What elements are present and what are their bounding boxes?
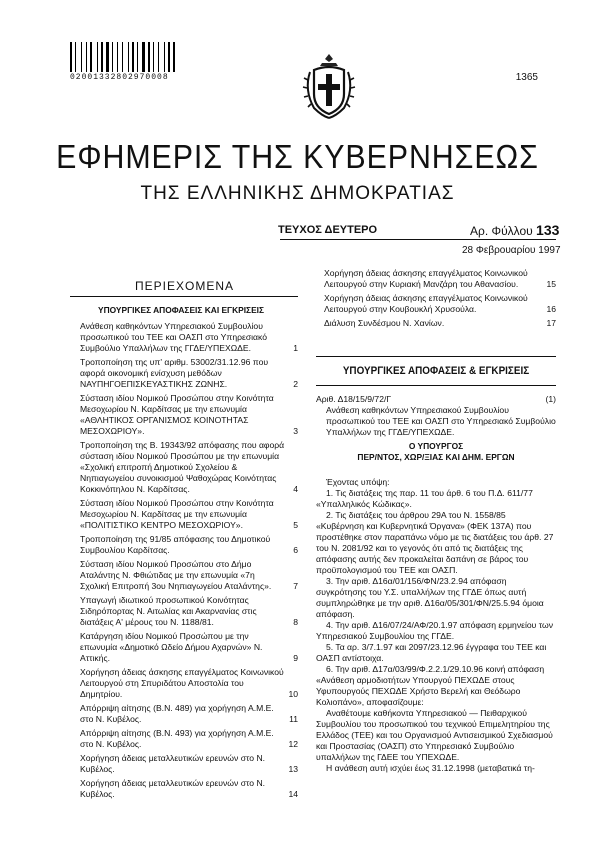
barcode-number: 02001332802970008 — [70, 73, 169, 82]
toc-item-page: 16 — [546, 304, 556, 314]
toc-item-page: 17 — [546, 318, 556, 328]
toc-item — [70, 631, 298, 664]
header-rule — [280, 239, 556, 240]
barcode-bar — [75, 42, 76, 72]
barcode-bar — [164, 42, 165, 72]
barcode-bar — [97, 42, 98, 72]
toc-list-continued — [316, 268, 556, 332]
barcode-bar — [155, 42, 157, 72]
barcode-bar — [168, 42, 170, 72]
decision-paragraph: 1. Τις διατάξεις της παρ. 11 του άρθ. 6 του Π.Δ. 611/77 «Υπαλληλικός Κώδικας». — [316, 488, 533, 509]
toc-item — [316, 293, 556, 315]
barcode-bar — [158, 42, 159, 72]
barcode-bar — [139, 42, 141, 72]
toc-item-page: 7 — [293, 581, 298, 591]
toc-item-page: 2 — [293, 379, 298, 389]
republic-subtitle: ΤΗΣ ΕΛΛΗΝΙΚΗΣ ΔΗΜΟΚΡΑΤΙΑΣ — [140, 183, 455, 204]
toc-item-text: Χορήγηση άδειας άσκησης επαγγέλματος Κοινωνικού Λειτουργού στην Κυριακή Μανζάρη του Αθανασίου. — [324, 268, 528, 289]
barcode-bar — [90, 42, 92, 72]
toc-item-text: Τροποποίηση της υπ' αριθμ. 53002/31.12.96 που αφορά οικονομική ενίσχυση μεθόδων ΝΑΥΠΗΓΟΕΠΙΣΚΕΥΑΣΤΙΚΗΣ ΖΩΝΗΣ. — [80, 357, 269, 389]
barcode-bar — [146, 42, 147, 72]
minister-block — [316, 441, 556, 463]
page-number: 1365 — [515, 72, 538, 83]
decision-subject: Ανάθεση καθηκόντων Υπηρεσιακού Συμβουλίου προσωπικού του ΤΕΕ και ΟΑΣΠ στο Υπηρεσιακό Συμβούλιο Υπαλλήλων της ΓΓΔΕ/ΥΠΕΧΩΔΕ. — [326, 405, 556, 437]
decision-paragraph: 5. Τα αρ. 3/7.1.97 και 2097/23.12.96 έγγραφα του ΤΕΕ και ΟΑΣΠ αντίστοιχα. — [316, 642, 547, 663]
barcode-bar — [122, 42, 123, 72]
toc-item — [316, 268, 556, 290]
barcode-bar — [148, 42, 150, 72]
decision-ref: Αριθ. Δ18/15/9/72/Γ — [316, 394, 392, 404]
toc-section-heading: ΥΠΟΥΡΓΙΚΕΣ ΑΠΟΦΑΣΕΙΣ ΚΑΙ ΕΓΚΡΙΣΕΙΣ — [98, 305, 265, 315]
barcode-bar — [166, 42, 167, 72]
toc-item-text: Σύσταση ιδίου Νομικού Προσώπου στην Κοινότητα Μεσοχωρίου Ν. Καρδίτσας με την επωνυμία «ΑΘΛΗΤΙΚΟΣ ΟΡΓΑΝΙΣΜΟΣ ΚΟΙΝΟΤΗΤΑΣ ΜΕΣΟΧΩΡΙΟΥ». — [80, 393, 274, 436]
toc-item-page: 11 — [289, 714, 298, 724]
coat-of-arms-icon — [300, 50, 358, 120]
toc-item-text: Χορήγηση άδειας μεταλλευτικών ερευνών στο Ν. Κυβέλος. — [80, 753, 266, 774]
sheet-number — [470, 222, 559, 238]
barcode-bar — [173, 42, 175, 72]
barcode-bar — [151, 42, 152, 72]
barcode-bar — [110, 42, 111, 72]
toc-item — [70, 559, 298, 592]
toc-item-text: Σύσταση ιδίου Νομικού Προσώπου στο Δήμο Αταλάντης Ν. Φθιώτιδας με την επωνυμία «7η Σχολική Επιτροπή 3ου Νηπιαγωγείου Αταλάντης». — [80, 559, 272, 591]
barcode-bar — [93, 42, 96, 72]
toc-item-page: 14 — [288, 789, 298, 799]
barcode-bar — [106, 42, 109, 72]
barcode — [70, 42, 188, 72]
decision-paragraph: 6. Την αριθ. Δ17α/03/99/Φ.2.2.1/29.10.96 κοινή απόφαση «Ανάθεση αρμοδιοτήτων Υπουργού ΠΕΧΩΔΕ στους Υφυπουργούς ΠΕΧΩΔΕ Χρήστο Βερελή και Θεόδωρο Κολιοπάνο», αποφασίζουμε: — [316, 664, 545, 707]
toc-item-text: Υπαγωγή ιδιωτικού προσωπικού Κοινότητας Σιδηρόπορτας Ν. Αιτωλίας και Ακαρνανίας στις διατάξεις Α' μέρους του Ν. 1188/81. — [80, 595, 257, 627]
minister-title: Ο ΥΠΟΥΡΓΟΣ — [408, 441, 464, 451]
toc-item-text: Χορήγηση άδειας άσκησης επαγγέλματος Κοινωνικού Λειτουργού στη Σπυριδάτου Αποστολία του Δημητρίου. — [80, 667, 284, 699]
ministry-name: ΠΕΡ/ΝΤΟΣ, ΧΩΡ/ΞΙΑΣ ΚΑΙ ΔΗΜ. ΕΡΓΩΝ — [357, 452, 515, 462]
issue-date: 28 Φεβρουαρίου 1997 — [462, 245, 561, 256]
barcode-bar — [153, 42, 154, 72]
barcode-bar — [73, 42, 74, 72]
toc-item — [70, 321, 298, 354]
decision-paragraph: 4. Την αριθ. Δ16/07/24/ΑΦ/20.1.97 απόφαση ερμηνείου των Υπηρεσιακού Συμβουλίου της ΓΓΔΕ. — [316, 620, 554, 641]
toc-item-page: 13 — [288, 764, 298, 774]
decision-paragraph: Η ανάθεση αυτή ισχύει έως 31.12.1998 (μεταβατικά τη- — [326, 763, 535, 773]
barcode-bar — [70, 42, 72, 72]
toc-item — [70, 595, 298, 628]
toc-list — [70, 321, 298, 803]
barcode-bar — [117, 42, 118, 72]
barcode-bar — [119, 42, 121, 72]
barcode-bar — [137, 42, 138, 72]
toc-item — [70, 728, 298, 750]
barcode-bar — [81, 42, 82, 72]
barcode-bar — [86, 42, 87, 72]
toc-item-page: 6 — [293, 545, 298, 555]
barcode-bar — [124, 42, 127, 72]
barcode-bar — [132, 42, 134, 72]
toc-item-page: 4 — [293, 484, 298, 494]
toc-item — [70, 534, 298, 556]
barcode-bar — [171, 42, 172, 72]
sheet-label: Αρ. Φύλλου — [470, 224, 533, 238]
toc-title: ΠΕΡΙΕΧΟΜΕΝΑ — [135, 279, 235, 293]
barcode-bar — [128, 42, 129, 72]
toc-item-page: 5 — [293, 520, 298, 530]
toc-item-text: Απόρριψη αίτησης (Β.Ν. 493) για χορήγηση Α.Μ.Ε. στο Ν. Κυβέλος. — [80, 728, 274, 749]
toc-item — [70, 703, 298, 725]
decision-ref-num: (1) — [545, 394, 556, 404]
section-rule-top — [316, 356, 556, 357]
barcode-bar — [77, 42, 80, 72]
barcode-bar — [101, 42, 103, 72]
decision-body — [316, 477, 556, 774]
toc-item-text: Σύσταση ιδίου Νομικού Προσώπου στην Κοινότητα Μεσοχωρίου Ν. Καρδίτσας με την επωνυμία «ΠΟΛΙΤΙΣΤΙΚΟ ΚΕΝΤΡΟ ΜΕΣΟΧΩΡΙΟΥ». — [80, 498, 274, 530]
decision-ref-block — [316, 394, 556, 438]
barcode-bar — [104, 42, 105, 72]
toc-item — [70, 667, 298, 700]
decision-paragraph: Αναθέτουμε καθήκοντα Υπηρεσιακού — Πειθαρχικού Συμβουλίου του προσωπικού του τεχνικού Επιμελητηρίου της Ελλάδος (ΤΕΕ) και του Οργανισμού Αντισεισμικού Σχεδιασμού και Προστασίας (ΟΑΣΠ) στο Υπηρεσιακό Συμβούλιο υπαλλήλων της ΓΔΕΕ του ΥΠΕΧΩΔΕ. — [316, 708, 553, 762]
gazette-title: ΕΦΗΜΕΡΙΣ ΤΗΣ ΚΥΒΕΡΝΗΣΕΩΣ — [56, 138, 539, 175]
toc-item — [70, 393, 298, 437]
toc-item-text: Τροποποίηση της 91/85 απόφασης του Δημοτικού Συμβουλίου Καρδίτσας. — [80, 534, 271, 555]
issue-label: ΤΕΥΧΟΣ ΔΕΥΤΕΡΟ — [278, 224, 378, 236]
decisions-heading: ΥΠΟΥΡΓΙΚΕΣ ΑΠΟΦΑΣΕΙΣ & ΕΓΚΡΙΣΕΙΣ — [342, 365, 530, 377]
barcode-bar — [114, 42, 116, 72]
toc-item-text: Τροποποίηση της Β. 19343/92 απόφασης που αφορά σύσταση ιδίου Νομικού Προσώπου με την επωνυμία «Σχολική επιτροπή Δημοτικού Σχολείου & Νηπιαγωγείου συνοικισμού Ψαθοχώρας Κοινότητας Κοκκινόπηλου Ν. Καρδίτσας. — [80, 440, 285, 494]
toc-item-text: Χορήγηση άδειας άσκησης επαγγέλματος Κοινωνικού Λειτουργού στην Κουβουκλή Χρυσούλα. — [324, 293, 528, 314]
decision-intro: Έχοντας υπόψη: — [326, 477, 390, 487]
toc-item-page: 9 — [293, 653, 298, 663]
toc-rule — [70, 296, 298, 297]
section-rule-bottom — [316, 385, 556, 386]
toc-item — [316, 318, 556, 329]
toc-item-page: 1 — [293, 343, 298, 353]
barcode-bar — [112, 42, 113, 72]
barcode-bar — [88, 42, 89, 72]
decision-paragraph: 3. Την αριθ. Δ16α/01/156/ΦΝ/23.2.94 απόφαση συγκρότησης του Υ.Σ. υπαλλήλων της ΓΓΔΕ όπως αυτή συμπληρώθηκε με την αριθ. Δ16α/05/301/ΦΝ/25.5.94 όμοια απόφαση. — [316, 576, 544, 619]
sheet-value: 133 — [536, 222, 560, 238]
toc-item — [70, 778, 298, 800]
toc-item — [70, 753, 298, 775]
toc-item — [70, 498, 298, 531]
toc-item-page: 8 — [293, 617, 298, 627]
barcode-bar — [99, 42, 100, 72]
toc-item-page: 12 — [288, 739, 298, 749]
toc-item-text: Διάλυση Συνδέσμου Ν. Χανίων. — [324, 318, 445, 328]
barcode-bar — [83, 42, 85, 72]
toc-item-text: Ανάθεση καθηκόντων Υπηρεσιακού Συμβουλίου προσωπικού του ΤΕΕ και ΟΑΣΠ στο Υπηρεσιακό Συμβούλιο Υπαλλήλων της ΓΓΔΕ/ΥΠΕΧΩΔΕ. — [80, 321, 267, 353]
toc-item-page: 3 — [293, 426, 298, 436]
barcode-bar — [135, 42, 136, 72]
toc-item-text: Απόρριψη αίτησης (Β.Ν. 489) για χορήγηση Α.Μ.Ε. στο Ν. Κυβέλος. — [80, 703, 274, 724]
toc-item-page: 15 — [546, 279, 556, 289]
barcode-bar — [130, 42, 131, 72]
barcode-bar — [160, 42, 163, 72]
toc-item-text: Κατάργηση ιδίου Νομικού Προσώπου με την επωνυμία «Δημοτικό Ωδείο Δήμου Αχαρνών» Ν. Αττικής. — [80, 631, 263, 663]
toc-item-page: 10 — [288, 689, 298, 699]
toc-item-text: Χορήγηση άδειας μεταλλευτικών ερευνών στο Ν. Κυβέλος. — [80, 778, 266, 799]
barcode-bar — [142, 42, 145, 72]
decision-paragraph: 2. Τις διατάξεις του άρθρου 29Α του Ν. 1558/85 «Κυβέρνηση και Κυβερνητικά Όργανα» (ΦΕΚ 137Α) που προστέθηκε στον παραπάνω νόμο με τις διατάξεις του άρθ. 27 του Ν. 2081/92 και το γεγονός ότι από τις διατάξεις της απόφασης αυτής δεν προκαλείται δαπάνη σε βάρος του προϋπολογισμού του ΤΕΕ και ΟΑΣΠ. — [316, 510, 554, 575]
toc-item — [70, 440, 298, 495]
toc-item — [70, 357, 298, 390]
